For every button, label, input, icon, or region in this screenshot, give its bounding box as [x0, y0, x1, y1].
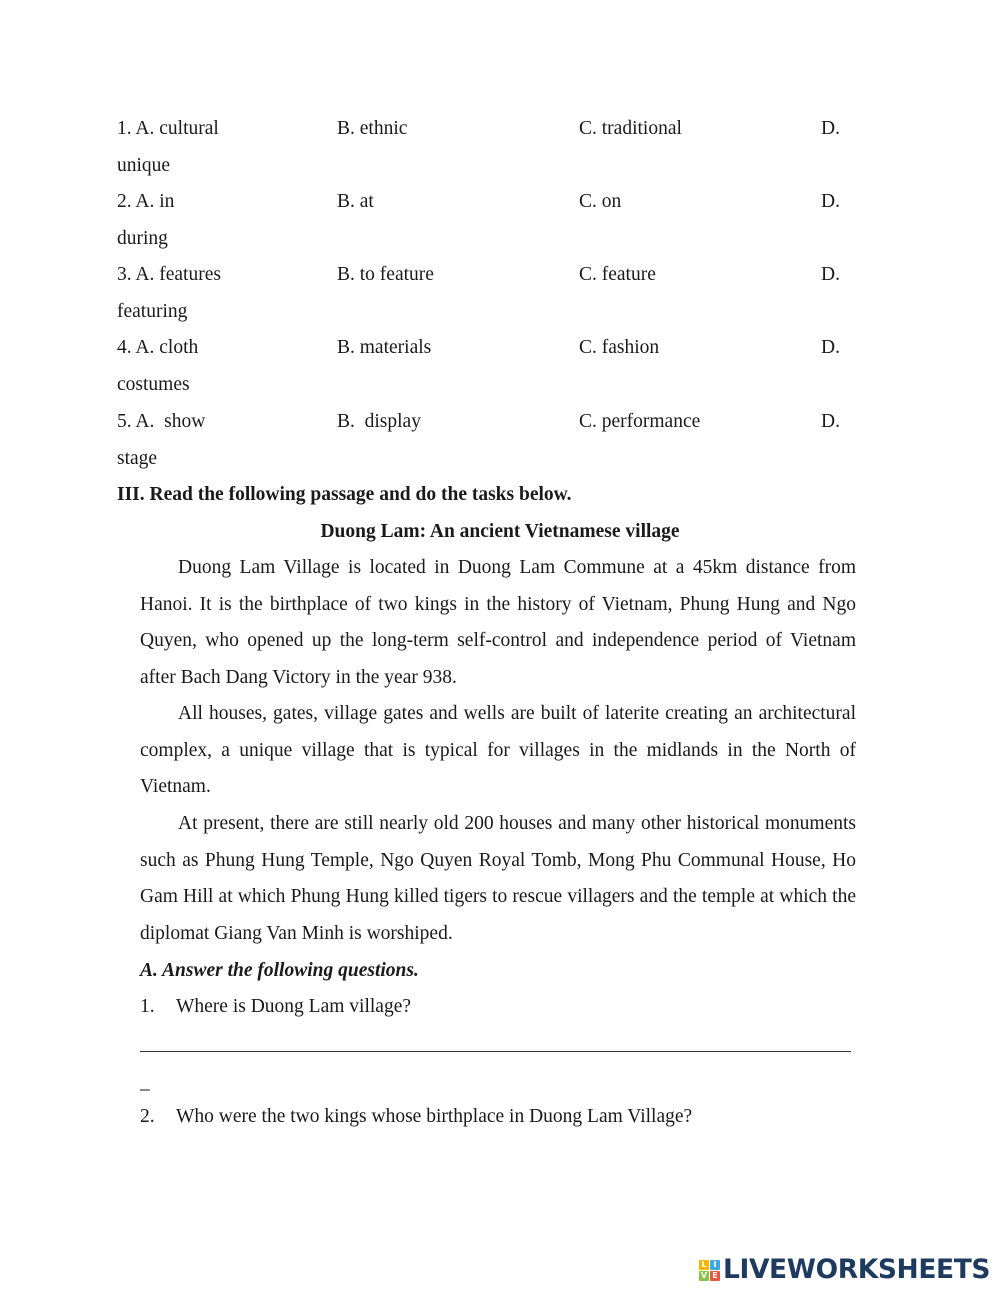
- option-3-d: D.: [821, 264, 840, 285]
- option-1-d: D.: [821, 118, 840, 139]
- logo-tile: V: [700, 1270, 708, 1280]
- option-4-d-text: costumes: [117, 374, 190, 395]
- answer-line-tail: _: [140, 1072, 150, 1093]
- option-2-a: 2. A. in: [117, 191, 175, 212]
- option-3-a: 3. A. features: [117, 264, 221, 285]
- option-4-c: C. fashion: [579, 337, 660, 358]
- option-2-d: D.: [821, 191, 840, 212]
- passage-paragraph-3: At present, there are still nearly old 200 houses and many other historical monuments such as Phung Hung Temple, Ngo Quyen Royal Tomb, Mong Phu Communal House, Ho Gam Hill at which Phung Hung killed tigers to rescue villagers and the temple at which the diplomat Giang Van Minh is worshiped.: [140, 813, 856, 945]
- option-4-a: 4. A. cloth: [117, 337, 199, 358]
- option-3-d-text: featuring: [117, 301, 188, 322]
- option-4-b: B. materials: [337, 337, 432, 358]
- option-1-a: 1. A. cultural: [117, 118, 219, 139]
- option-2-d-text: during: [117, 228, 168, 249]
- option-4-d: D.: [821, 337, 840, 358]
- passage-paragraph-1: Duong Lam Village is located in Duong Lam Commune at a 45km distance from Hanoi. It is the birthplace of two kings in the history of Vietnam, Phung Hung and Ngo Quyen, who opened up the long-term self-control and independence period of Vietnam after Bach Dang Victory in the year 938.: [140, 557, 856, 689]
- option-1-b: B. ethnic: [337, 118, 408, 139]
- logo-tile: I: [710, 1260, 720, 1270]
- logo-text: LIVEWORKSHEETS: [723, 1254, 991, 1285]
- option-5-b: B. display: [337, 411, 421, 432]
- option-3-b: B. to feature: [337, 264, 434, 285]
- passage-paragraph-2: All houses, gates, village gates and wells are built of laterite creating an architectural complex, a unique village that is typical for villages in the midlands in the North of Vietnam.: [140, 703, 856, 798]
- option-5-d-text: stage: [117, 448, 158, 469]
- task-a-heading: A. Answer the following questions.: [140, 960, 419, 981]
- question-2-text: Who were the two kings whose birthplace in Duong Lam Village?: [176, 1106, 693, 1127]
- option-5-c: C. performance: [579, 411, 701, 432]
- liveworksheets-logo: [699, 1255, 990, 1285]
- question-2-number: 2.: [140, 1106, 155, 1127]
- option-2-c: C. on: [579, 191, 622, 212]
- question-1-text: Where is Duong Lam village?: [176, 996, 411, 1017]
- section-heading: III. Read the following passage and do the tasks below.: [117, 484, 572, 505]
- passage-title: Duong Lam: An ancient Vietnamese village: [320, 521, 680, 542]
- logo-tile: L: [699, 1260, 709, 1270]
- option-5-d: D.: [821, 411, 840, 432]
- answer-line-1[interactable]: [140, 1051, 851, 1052]
- option-1-d-text: unique: [117, 155, 171, 176]
- question-1-number: 1.: [140, 996, 155, 1017]
- option-1-c: C. traditional: [579, 118, 682, 139]
- option-3-c: C. feature: [579, 264, 656, 285]
- logo-tile: E: [710, 1271, 720, 1281]
- option-5-a: 5. A. show: [117, 411, 206, 432]
- option-2-b: B. at: [337, 191, 374, 212]
- logo-tiles-icon: [699, 1260, 720, 1281]
